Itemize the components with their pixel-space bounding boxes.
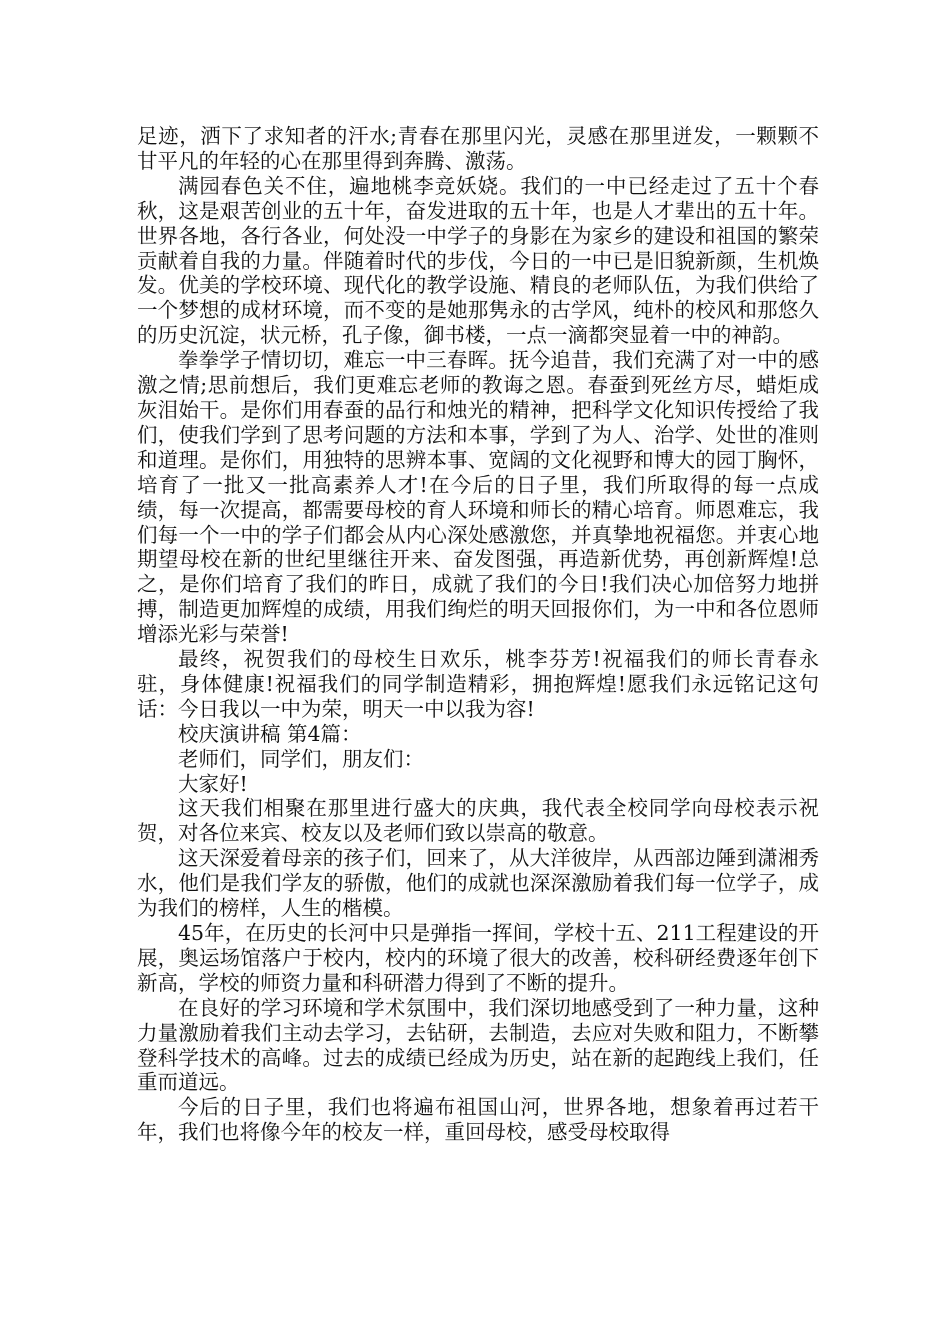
paragraph-11: 在良好的学习环境和学术氛围中，我们深切地感受到了一种力量，这种力量激励着我们主动去学习，去钻研，去制造，去应对失败和阻力，不断攀登科学技术的高峰。过去的成绩已经成为历史，站在新的起跑线上我们，任重而道远。 xyxy=(137,995,819,1095)
paragraph-1: 足迹，洒下了求知者的汗水;青春在那里闪光，灵感在那里迸发，一颗颗不甘平凡的年轻的心在那里得到奔腾、激荡。 xyxy=(137,124,819,173)
section-heading: 校庆演讲稿 第4篇： xyxy=(178,721,362,746)
paragraph-4: 最终，祝贺我们的母校生日欢乐，桃李芬芳!祝福我们的师长青春永驻，身体健康!祝福我们的同学制造精彩，拥抱辉煌!愿我们永远铭记这句话：今日我以一中为荣，明天一中以我为容! xyxy=(137,647,819,721)
paragraph-3: 拳拳学子情切切，难忘一中三春晖。抚今追昔，我们充满了对一中的感激之情;思前想后，我们更难忘老师的教诲之恩。春蚕到死丝方尽，蜡炬成灰泪始干。是你们用春蚕的品行和烛光的精神，把科学文化知识传授给了我们，使我们学到了思考问题的方法和本事，学到了为人、治学、处世的准则和道理。是你们，用独特的思辨本事、宽阔的文化视野和博大的园丁胸怀，培育了一批又一批高素养人才!在今后的日子里，我们所取得的每一点成绩，每一次提高，都需要母校的育人环境和师长的精心培育。师恩难忘，我们每一个一中的学子们都会从内心深处感激您，并真挚地祝福您。并衷心地期望母校在新的世纪里继往开来、奋发图强，再造新优势，再创新辉煌!总之，是你们培育了我们的昨日，成就了我们的今日!我们决心加倍努力地拼搏，制造更加辉煌的成绩，用我们绚烂的明天回报你们，为一中和各位恩师增添光彩与荣誉! xyxy=(137,348,819,647)
document-body xyxy=(137,124,819,1145)
paragraph-12: 今后的日子里，我们也将遍布祖国山河，世界各地，想象着再过若干年，我们也将像今年的校友一样，重回母校，感受母校取得 xyxy=(137,1095,819,1145)
paragraph-8: 这天我们相聚在那里进行盛大的庆典，我代表全校同学向母校表示祝贺，对各位来宾、校友以及老师们致以崇高的敬意。 xyxy=(137,796,819,846)
greeting: 大家好! xyxy=(178,771,248,796)
paragraph-2: 满园春色关不住，遍地桃李竞妖娆。我们的一中已经走过了五十个春秋，这是艰苦创业的五十年，奋发进取的五十年，也是人才辈出的五十年。世界各地，各行各业，何处没一中学子的身影在为家乡的建设和祖国的繁荣贡献着自我的力量。伴随着时代的步伐，今日的一中已是旧貌新颜，生机焕发。优美的学校环境、现代化的教学设施、精良的老师队伍，为我们供给了一个梦想的成材环境，而不变的是她那隽永的古学风，纯朴的校风和那悠久的历史沉淀，状元桥，孔子像，御书楼，一点一滴都突显着一中的神韵。 xyxy=(137,173,819,348)
salutation: 老师们，同学们，朋友们： xyxy=(178,746,424,771)
paragraph-9: 这天深爱着母亲的孩子们，回来了，从大洋彼岸，从西部边陲到潇湘秀水，他们是我们学友的骄傲，他们的成就也深深激励着我们每一位学子，成为我们的榜样，人生的楷模。 xyxy=(137,846,819,921)
paragraph-10: 45年，在历史的长河中只是弹指一挥间，学校十五、211工程建设的开展，奥运场馆落户于校内，校内的环境了很大的改善，校科研经费逐年创下新高，学校的师资力量和科研潜力得到了不断的提升。 xyxy=(137,921,819,995)
